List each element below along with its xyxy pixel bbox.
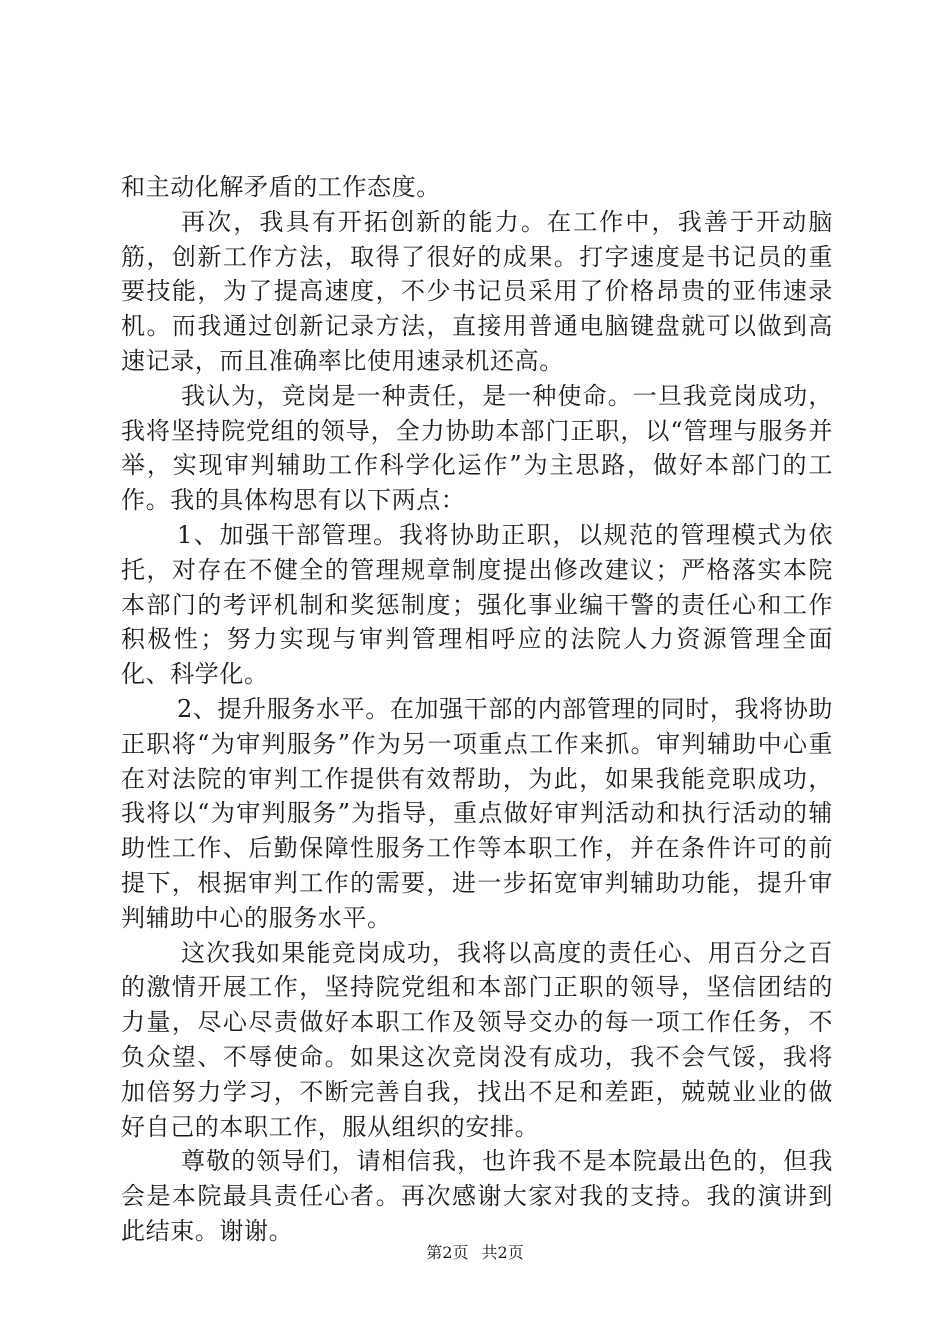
paragraph-point-2: 2、提升服务水平。在加强干部的内部管理的同时，我将协助正职将“为审判服务”作为另一项重点工作来抓。审判辅助中心重在对法院的审判工作提供有效帮助，为此，如果我能竞职成功，我将以“为审判服务”为指导，重点做好审判活动和执行活动的辅助性工作、后勤保障性服务工作等本职工作，并在条件许可的前提下，根据审判工作的需要，进一步拓宽审判辅助功能，提升审判辅助中心的服务水平。 bbox=[121, 694, 833, 932]
document-body bbox=[121, 170, 833, 1249]
paragraph-point-1: 1、加强干部管理。我将协助正职，以规范的管理模式为依托，对存在不健全的管理规章制度提出修改建议；严格落实本院本部门的考评机制和奖惩制度；强化事业编干警的责任心和工作积极性；努力实现与审判管理相呼应的法院人力资源管理全面化、科学化。 bbox=[121, 520, 833, 689]
page-number-total: 共2页 bbox=[481, 1243, 524, 1262]
paragraph-responsibility: 我认为，竞岗是一种责任，是一种使命。一旦我竞岗成功，我将坚持院党组的领导，全力协助本部门正职，以“管理与服务并举，实现审判辅助工作科学化运作”为主思路，做好本部门的工作。我的具体构思有以下两点： bbox=[121, 381, 833, 515]
page-number-current: 第2页 bbox=[426, 1243, 469, 1262]
paragraph-commitment: 这次我如果能竞岗成功，我将以高度的责任心、用百分之百的激情开展工作，坚持院党组和本部门正职的领导，坚信团结的力量，尽心尽责做好本职工作及领导交办的每一项工作任务，不负众望、不辱使命。如果这次竞岗没有成功，我不会气馁，我将加倍努力学习，不断完善自我，找出不足和差距，兢兢业业的做好自己的本职工作，服从组织的安排。 bbox=[121, 938, 833, 1141]
paragraph-innovation: 再次，我具有开拓创新的能力。在工作中，我善于开动脑筋，创新工作方法，取得了很好的成果。打字速度是书记员的重要技能，为了提高速度，不少书记员采用了价格昂贵的亚伟速录机。而我通过创新记录方法，直接用普通电脑键盘就可以做到高速记录，而且准确率比使用速录机还高。 bbox=[121, 207, 833, 375]
paragraph-continuation: 和主动化解矛盾的工作态度。 bbox=[121, 173, 441, 201]
paragraph-closing: 尊敬的领导们，请相信我，也许我不是本院最出色的，但我会是本院最具责任心者。再次感谢大家对我的支持。我的演讲到此结束。谢谢。 bbox=[121, 1147, 833, 1245]
page-footer bbox=[0, 1240, 950, 1263]
